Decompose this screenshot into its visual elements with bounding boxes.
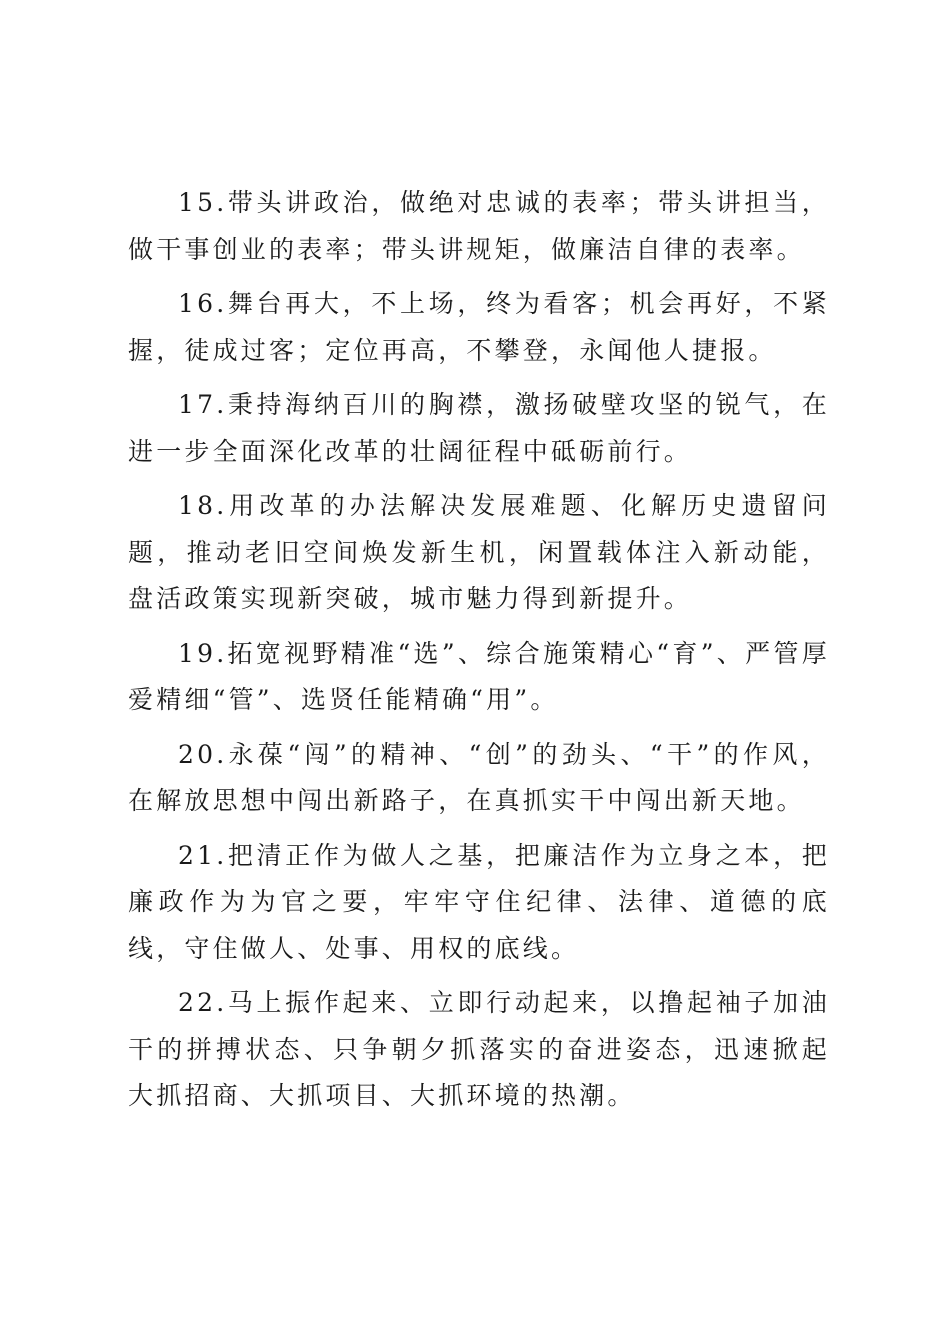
paragraph-17: 17.秉持海纳百川的胸襟，激扬破壁攻坚的锐气，在进一步全面深化改革的壮阔征程中砥砺前行。	[128, 390, 830, 466]
paragraph-18: 18.用改革的办法解决发展难题、化解历史遗留问题，推动老旧空间焕发新生机，闲置载体注入新动能，盘活政策实现新突破，城市魅力得到新提升。	[128, 491, 830, 613]
paragraph-22: 22.马上振作起来、立即行动起来，以撸起袖子加油干的拼搏状态、只争朝夕抓落实的奋进姿态，迅速掀起大抓招商、大抓项目、大抓环境的热潮。	[128, 988, 830, 1110]
paragraph-21: 21.把清正作为做人之基，把廉洁作为立身之本，把廉政作为为官之要，牢牢守住纪律、法律、道德的底线，守住做人、处事、用权的底线。	[128, 840, 830, 963]
paragraph-20: 20.永葆“闯”的精神、“创”的劲头、“干”的作风，在解放思想中闯出新路子，在真抓实干中闯出新天地。	[128, 739, 830, 815]
paragraph-15: 15.带头讲政治，做绝对忠诚的表率；带头讲担当，做干事创业的表率；带头讲规矩，做廉洁自律的表率。	[128, 188, 830, 264]
document-body	[128, 180, 830, 1128]
paragraph-19: 19.拓宽视野精准“选”、综合施策精心“育”、严管厚爱精细“管”、选贤任能精确“用”。	[128, 638, 830, 714]
paragraph-16: 16.舞台再大，不上场，终为看客；机会再好，不紧握，徒成过客；定位再高，不攀登，永闻他人捷报。	[128, 289, 830, 365]
